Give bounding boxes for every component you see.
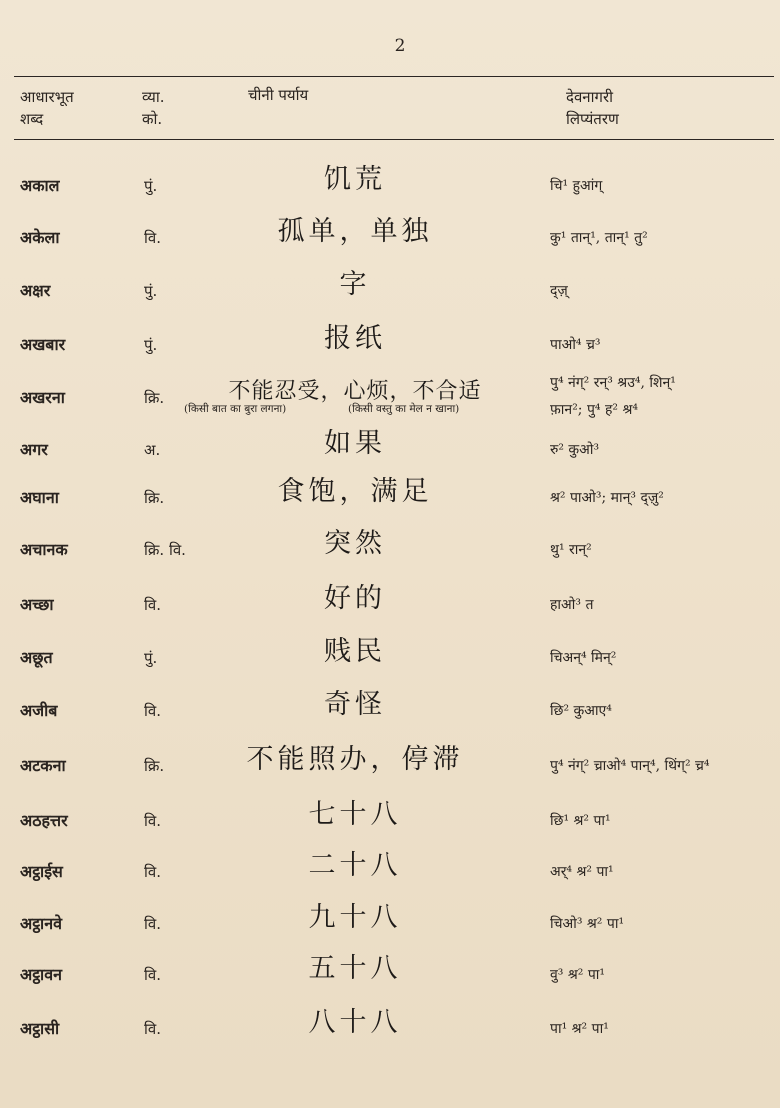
header-transliteration: देवनागरी लिप्यंतरण [566, 88, 619, 128]
chinese-equivalent: 八十八 [308, 1007, 402, 1038]
chinese-equivalent: 饥荒 [324, 164, 386, 195]
base-word: अट्ठासी [20, 1019, 60, 1038]
chinese-equivalent: 不能照办，停滞 [246, 744, 464, 775]
entry-row [0, 218, 780, 258]
page-number: 2 [394, 36, 406, 56]
transliteration: हाओ³ त [550, 597, 594, 613]
grammar-code: पुं. [144, 336, 158, 354]
base-word: अगर [20, 440, 48, 459]
chinese-equivalent: 突然 [324, 528, 386, 559]
chinese-equivalent: 好的 [324, 583, 386, 614]
chinese-equivalent: 奇怪 [324, 689, 386, 720]
transliteration: रु² कुओ³ [550, 442, 600, 458]
entry-row [0, 430, 780, 470]
entry-row [0, 585, 780, 625]
base-word: अच्छा [20, 595, 54, 614]
entry-row [0, 271, 780, 311]
header-chinese-equivalent: चीनी पर्याय [248, 86, 309, 104]
chinese-equivalent: 字 [339, 269, 371, 300]
transliteration: पा¹ श्र² पा¹ [550, 1021, 609, 1037]
transliteration: श्र² पाओ³; मान्³ द्ज़ु² [550, 490, 664, 506]
chinese-equivalent: 九十八 [308, 902, 402, 933]
base-word: अखबार [20, 335, 66, 354]
grammar-code: वि. [144, 596, 161, 614]
grammar-code: क्रि. [144, 389, 165, 407]
transliteration: वु³ श्र² पा¹ [550, 967, 606, 983]
grammar-code: पुं. [144, 282, 158, 300]
entry-row [0, 638, 780, 678]
transliteration: द्ज़् [550, 283, 568, 299]
entry-row [0, 852, 780, 892]
chinese-equivalent: 五十八 [308, 953, 402, 984]
chinese-equivalent: 孤单，单独 [277, 216, 433, 247]
entry-row [0, 801, 780, 841]
entry-row [0, 904, 780, 944]
usage-note-2: (किसी वस्तु का मेल न खाना) [348, 403, 460, 415]
entry-row [0, 478, 780, 518]
grammar-code: क्रि. [144, 757, 165, 775]
base-word: अचानक [20, 540, 68, 559]
transliteration-line2: फ़ान²; पु⁴ ह² श्र⁴ [550, 402, 639, 418]
transliteration: चि¹ हुआंग् [550, 178, 603, 194]
base-word: अखरना [20, 388, 65, 407]
grammar-code: वि. [144, 229, 161, 247]
grammar-code: पुं. [144, 649, 158, 667]
transliteration: पाओ⁴ च्र³ [550, 337, 601, 353]
entry-row [0, 1009, 780, 1049]
grammar-code: वि. [144, 915, 161, 933]
base-word: अक्षर [20, 281, 51, 300]
grammar-code: क्रि. वि. [144, 541, 186, 559]
base-word: अकाल [20, 176, 60, 195]
chinese-equivalent: 七十八 [308, 799, 402, 830]
usage-note-1: (किसी बात का बुरा लगना) [184, 403, 287, 415]
chinese-equivalent: 不能忍受，心烦，不合适 [228, 379, 482, 404]
chinese-equivalent: 食饱，满足 [277, 476, 433, 507]
grammar-code: वि. [144, 863, 161, 881]
entry-row [0, 955, 780, 995]
base-word: अघाना [20, 488, 59, 507]
base-word: अकेला [20, 228, 60, 247]
header-base-word: आधारभूत शब्द [20, 88, 74, 128]
base-word: अटकना [20, 756, 66, 775]
base-word: अठहत्तर [20, 811, 68, 830]
grammar-code: पुं. [144, 177, 158, 195]
entry-row [0, 375, 780, 418]
transliteration: अर्⁴ श्र² पा¹ [550, 864, 614, 880]
transliteration: पु⁴ नंग्² रन्³ श्रउ⁴, शिन्¹ [550, 375, 676, 391]
base-word: अट्ठानवे [20, 914, 62, 933]
grammar-code: वि. [144, 966, 161, 984]
grammar-code: वि. [144, 702, 161, 720]
transliteration: थु¹ रान्² [550, 542, 592, 558]
base-word: अट्ठाईस [20, 862, 63, 881]
transliteration: पु⁴ नंग्² च्राओ⁴ पान्⁴, थिंग्² च्र⁴ [550, 758, 710, 774]
entry-row [0, 691, 780, 731]
chinese-equivalent: 如果 [324, 428, 386, 459]
entry-row [0, 166, 780, 206]
chinese-equivalent: 贱民 [324, 636, 386, 667]
transliteration: कु¹ तान्¹, तान्¹ तु² [550, 230, 648, 246]
header-grammar: व्या. को. [142, 88, 165, 128]
base-word: अजीब [20, 701, 58, 720]
transliteration: छि² कुआए⁴ [550, 703, 612, 719]
entry-row [0, 746, 780, 786]
chinese-equivalent: 二十八 [308, 850, 402, 881]
grammar-code: वि. [144, 812, 161, 830]
grammar-code: वि. [144, 1020, 161, 1038]
base-word: अछूत [20, 648, 53, 667]
chinese-equivalent: 报纸 [324, 323, 386, 354]
entry-row [0, 530, 780, 570]
transliteration: चिअन्⁴ मिन्² [550, 650, 617, 666]
grammar-code: अ. [144, 441, 161, 459]
entry-row [0, 325, 780, 365]
transliteration: छि¹ श्र² पा¹ [550, 813, 611, 829]
grammar-code: क्रि. [144, 489, 165, 507]
base-word: अट्ठावन [20, 965, 62, 984]
transliteration: चिओ³ श्र² पा¹ [550, 916, 625, 932]
